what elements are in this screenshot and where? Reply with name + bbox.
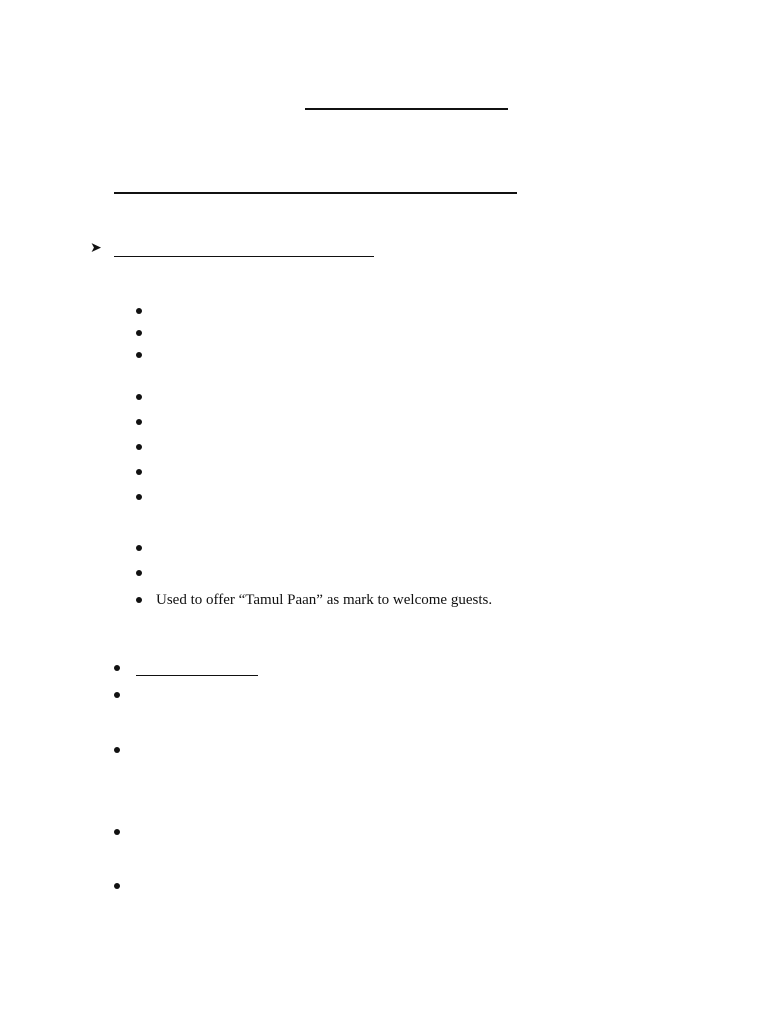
subtitle-underline <box>114 192 517 194</box>
disc-bullet-icon <box>136 597 142 603</box>
arrow-bullet-icon: ➤ <box>90 240 102 256</box>
disc-bullet-icon <box>136 469 142 475</box>
disc-bullet-icon <box>114 883 120 889</box>
disc-bullet-icon <box>114 747 120 753</box>
disc-bullet-icon <box>114 665 120 671</box>
subsection-heading-underline <box>136 675 258 676</box>
section-heading-underline <box>114 256 374 257</box>
welcome-guests-item: Used to offer “Tamul Paan” as mark to welcome guests. <box>156 592 493 608</box>
disc-bullet-icon <box>136 394 142 400</box>
disc-bullet-icon <box>114 692 120 698</box>
disc-bullet-icon <box>136 570 142 576</box>
disc-bullet-icon <box>114 829 120 835</box>
disc-bullet-icon <box>136 494 142 500</box>
disc-bullet-icon <box>136 545 142 551</box>
disc-bullet-icon <box>136 444 142 450</box>
title-underline <box>305 108 508 110</box>
disc-bullet-icon <box>136 330 142 336</box>
disc-bullet-icon <box>136 352 142 358</box>
disc-bullet-icon <box>136 419 142 425</box>
disc-bullet-icon <box>136 308 142 314</box>
